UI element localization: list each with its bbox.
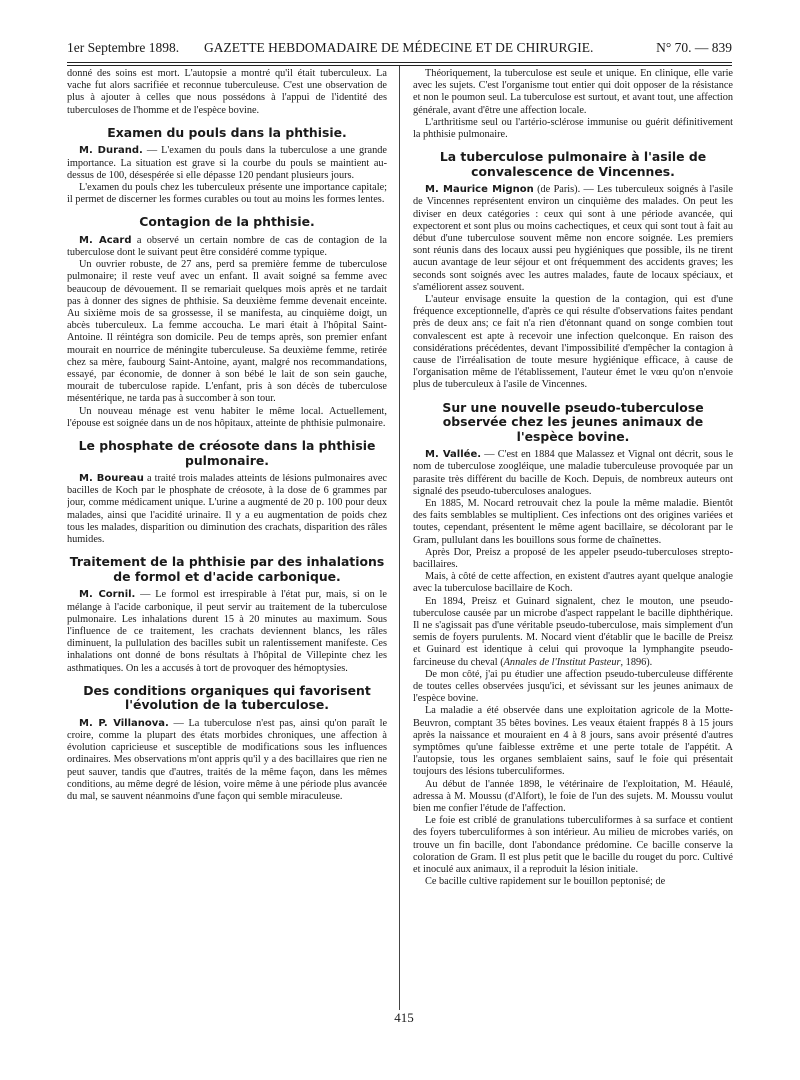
paragraph: La maladie a été observée dans une exploitation agricole de la Motte-Beuvron, comptant 35 bêtes bovines. Les veaux étaient frappés 8 à 15 jours après la naissance et mouraient en 4 à 8 jours, sans avoir présenté d'autres symptômes qu'une faiblesse extrême et une perte totale de l'appétit. A l'autopsie, tous les organes semblaient sains, sauf le foie qui présentait toujours des lésions tuberculiformes. — [413, 705, 733, 778]
paragraph: M. Vallée. — C'est en 1884 que Malassez et Vignal ont décrit, sous le nom de tuberculose zoogléique, une maladie tuberculeuse provoquée par un parasite très différent du bacille de Koch. Depuis, de nombreux auteurs ont signalé des pseudo-tuberculoses analogues. — [413, 449, 733, 497]
header-issue-page: N° 70. — 839 — [656, 40, 732, 55]
paragraph: Ce bacille cultive rapidement sur le bouillon peptonisé; de — [425, 876, 666, 888]
paragraph: M. Durand. — L'examen du pouls dans la tuberculose a une grande importance. La situation est grave si la courbe du pouls se maintient au-dessus de 100, désespérée si elle dépasse 120 pendant plusieurs jours. — [67, 145, 387, 181]
paragraph: Un ouvrier robuste, de 27 ans, perd sa première femme de tuberculose pulmonaire; il reste veuf avec un enfant. Il avait soigné sa femme avec beaucoup de dévouement. Il se remariait quelques mois après et ne tardait pas à donner des signes de phthisie. Sa deuxième femme devenait enceinte. Au sixième mois de sa grossesse, il se manifesta, au cinquième doigt, un abcès tuberculeux. La femme accoucha. Le mari était à l'hôpital Saint-Antoine. Il réintégra son domicile. Peu de temps après, son premier enfant mourait en nourrice de méningite tuberculeuse. Sa deuxième femme, retirée chez sa mère, faubourg Saint-Antoine, ayant, malgré nos recommandations, essayé, par économie, de donner à son bébé le lait de son sein gauche, mourait de tuberculose rapide. L'enfant, pris à son décès de tuberculose mésentérique, ne tarda pas à succomber à son tour. — [67, 259, 387, 405]
speaker-name: M. P. Villanova. — [79, 717, 169, 729]
section-title: Sur une nouvelle pseudo-tuberculose observée chez les jeunes animaux de l'espèce bovine. — [442, 399, 704, 444]
section-title: Examen du pouls dans la phthisie. — [107, 124, 347, 140]
section-title: La tuberculose pulmonaire à l'asile de convalescence de Vincennes. — [439, 149, 707, 179]
speaker-name: M. Maurice Mignon — [425, 184, 534, 196]
header-rule — [67, 62, 732, 63]
header-journal-title: GAZETTE HEBDOMADAIRE DE MÉDECINE ET DE CHIRURGIE. — [204, 40, 594, 55]
paragraph: Le foie est criblé de granulations tuberculiformes à sa surface et contient des foyers tuberculiformes à son intérieur. Au milieu de microbes variés, on trouve un fin bacille, dont l'abondance prédomine. Ce bacille conserve la coloration de Gram. Il est plus petit que le bacille du rouget du porc. Cultivé et inoculé aux animaux, il a reproduit la lésion initiale. — [413, 815, 733, 876]
paragraph: M. Acard a observé un certain nombre de cas de contagion de la tuberculose dont le suivant peut être considéré comme typique. — [67, 234, 387, 259]
column-divider — [399, 66, 400, 1010]
section-title: Contagion de la phthisie. — [139, 214, 315, 230]
paragraph: L'auteur envisage ensuite la question de la contagion, qui est d'une fréquence exceptionnelle, d'après ce qui résulte d'observations faites pendant près de deux ans; ce fait n'a rien d'étonnant quand on songe combien tout convalescent est apte à recevoir une infection quelconque. En raison des considérations précédentes, devant l'impossibilité d'empêcher la contagion à cause de l'irréalisation de toute mesure hygiénique efficace, à cause de l'organisation même de l'établissement, l'auteur émet le vœu qu'on n'envoie plus de tuberculeux à l'asile de Vincennes. — [413, 294, 733, 391]
paragraph: M. Maurice Mignon (de Paris). — Les tuberculeux soignés à l'asile de Vincennes représentent environ un cinquième des malades. On peut les diviser en deux catégories : ceux qui sont à une période avancée, qui expectorent et sont plus ou moins cachectiques, et ceux qui sont tout à fait au début d'une tuberculose souvent même non encore soignée. Les premiers sont réunis dans des locaux aussi peu hygiéniques que possible, ils ne tirent aucun avantage de leur séjour et ont fréquemment des accidents graves; les seconds sont soignés avec les autres malades, faute de locaux spéciaux, et s'améliorent assez souvent. — [413, 184, 733, 293]
speaker-name: M. Acard — [79, 234, 132, 246]
paragraph: Après Dor, Preisz a proposé de les appeler pseudo-tuberculoses strepto-bacillaires. — [413, 546, 733, 570]
paragraph: Mais, à côté de cette affection, en existent d'autres ayant quelque analogie avec la tuberculose bacillaire de Koch. — [413, 571, 733, 595]
paragraph: Théoriquement, la tuberculose est seule et unique. En clinique, elle varie avec les sujets. C'est l'organisme tout entier qui doit opposer de la résistance et non le poumon seul. La tuberculose est surtout, et avant tout, une affection générale, avant d'être une affection locale. — [413, 68, 733, 116]
left-column — [67, 68, 387, 1010]
citation: Annales de l'Institut Pasteur — [503, 656, 621, 668]
paragraph: En 1885, M. Nocard retrouvait chez la poule la même maladie. Bientôt des faits semblables se multiplient. Ces infections ont des origines variées et toutes, cependant, présentent le même agent bacillaire, se décolorant par le Gram, pullulant dans les bouillons sous forme de chaînettes. — [413, 497, 733, 546]
speaker-name: M. Durand. — [79, 145, 143, 157]
header-date: 1er Septembre 1898. — [67, 40, 180, 55]
running-header — [67, 40, 732, 60]
paragraph: M. Boureau a traité trois malades atteints de lésions pulmonaires avec bacilles de Koch par le phosphate de créosote, à la dose de 6 grammes par jour, comme médicament unique. L'urine a augmenté de 20 p. 100 pour deux malades, ainsi que l'acidité urinaire. Il y a eu augmentation de poids chez tous les malades, disparition ou diminution des crachats, disparition des râles humides. — [67, 473, 387, 546]
speaker-name: M. Vallée. — [425, 449, 482, 461]
section-title: Des conditions organiques qui favorisent l'évolution de la tuberculose. — [83, 682, 371, 713]
paragraph: donné des soins est mort. L'autopsie a montré qu'il était tuberculeux. La vache fut alors sacrifiée et reconnue tuberculeuse. C'est une observation de plus à ajouter à celles que nous possédons à l'appui de l'identité des tuberculoses de l'homme et de l'espèce bovine. — [67, 68, 387, 116]
section-title: Traitement de la phthisie par des inhalations de formol et d'acide carbonique. — [69, 554, 385, 584]
paragraph: Un nouveau ménage est venu habiter le même local. Actuellement, l'épouse est soignée dans un de nos hôpitaux, atteinte de phthisie pulmonaire. — [67, 405, 387, 429]
speaker-name: M. Boureau — [79, 473, 144, 485]
paragraph: M. Cornil. — Le formol est irrespirable à l'état pur, mais, si on le mélange à l'acide carbonique, il peut servir au traitement de la tuberculose pulmonaire. Les inhalations durent 15 à 20 minutes au maximum. Sous l'influence de ce traitement, les crachats deviennent blancs, les râles diminuent, la pullulation des bacilles subit un ralentissement manifeste. Ces inhalations ont donné de bons résultats à l'hôpital de Villepinte chez les asthmatiques. On les a accusés à tort de provoquer des hémoptysies. — [67, 589, 387, 674]
page-number: 415 — [394, 1010, 414, 1025]
section-title: Le phosphate de créosote dans la phthisie pulmonaire. — [78, 438, 376, 468]
paragraph: M. P. Villanova. — La tuberculose n'est pas, ainsi qu'on paraît le croire, comme la plupart des états morbides chroniques, une affection à évolution capricieuse et susceptible de modifications sous les influences ordinaires. Mes observations m'ont appris qu'il y a des bacillaires que rien ne peut sauver, tandis que d'autres, traités de la même façon, dans les mêmes conditions, au même degré de lésion, voire même à une période plus avancée du mal, se sauvent néanmoins d'une façon qui semble miraculeuse. — [67, 717, 387, 802]
paragraph: L'examen du pouls chez les tuberculeux présente une importance capitale; il permet de discerner les formes curables ou tout au moins les formes lentes. — [67, 181, 387, 206]
paragraph: Au début de l'année 1898, le vétérinaire de l'exploitation, M. Héaulé, adressa à M. Moussu (d'Alfort), le foie de l'un des sujets. M. Moussu voulut bien me confier l'étude de l'affection. — [413, 778, 733, 815]
paragraph: L'arthritisme seul ou l'artério-sclérose immunise ou guérit définitivement la phthisie pulmonaire. — [413, 116, 733, 141]
paragraph: De mon côté, j'ai pu étudier une affection pseudo-tuberculeuse différente de toutes celles observées jusqu'ici, et sévissant sur les jeunes animaux de l'espèce bovine. — [413, 668, 733, 705]
paragraph: En 1894, Preisz et Guinard signalent, chez le mouton, une pseudo-tuberculose causée par un microbe d'aspect rappelant le bacille diphthérique. Il ne s'agissait pas d'une véritable pseudo-tuberculose, mais simplement d'un semis de foyers purulents. M. Nocard vient d'établir que le bacille de Preisz et Guinard est identique à celui qui provoque la lymphangite pseudo-farcineuse du cheval (Annales de l'Institut Pasteur, 1896). — [413, 595, 733, 668]
speaker-name: M. Cornil. — [79, 589, 136, 601]
right-column — [413, 68, 733, 1010]
